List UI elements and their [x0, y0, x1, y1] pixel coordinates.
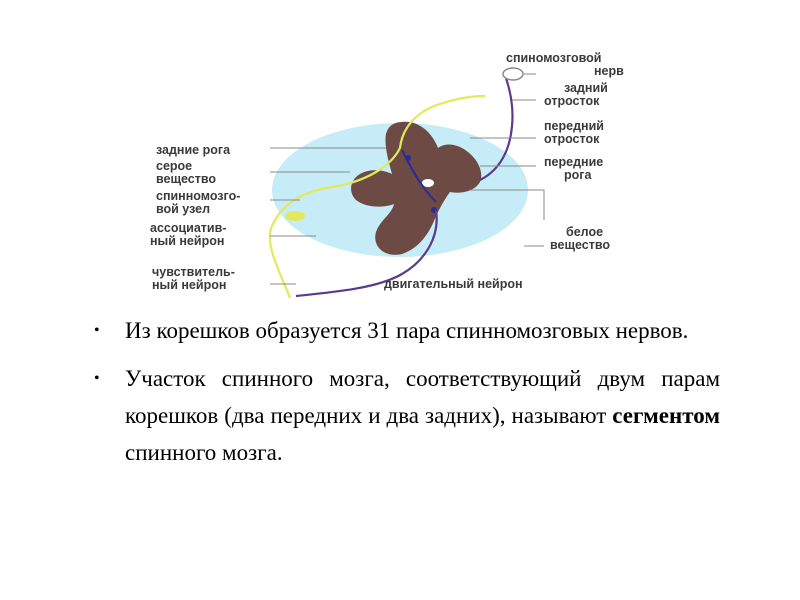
label-white-matter-line1: белое [566, 225, 604, 239]
label-posterior-horns [156, 144, 230, 157]
label-anterior-horns [544, 156, 603, 182]
label-anterior-horns-line2: рога [564, 168, 592, 182]
label-anterior-process-line2: отросток [544, 132, 600, 146]
bullet-list [92, 312, 720, 482]
spinal-cord-diagram [140, 40, 660, 310]
label-gray-matter [156, 160, 216, 186]
label-white-matter [550, 226, 610, 252]
associative-neuron-node [405, 155, 411, 161]
label-sensory-neuron-line1: чувствитель- [152, 265, 235, 279]
label-motor-neuron [384, 278, 523, 291]
label-associative-neuron-line2: ный нейрон [150, 234, 225, 248]
label-gray-matter-line2: вещество [156, 172, 217, 186]
bullet-text: Из корешков образуется 31 пара спинномозговых нервов. [125, 318, 689, 343]
label-anterior-process-line1: передний [544, 119, 604, 133]
label-white-matter-line2: вещество [550, 238, 611, 252]
bullet-text-bold: сегментом [612, 403, 720, 428]
label-posterior-horns-line1: задние рога [156, 143, 231, 157]
bullet-marker: • [94, 322, 100, 339]
bullet-text-before: Участок спинного мозга, соответствующий двум парам корешков (два передних и два задних), называют [125, 366, 720, 428]
label-posterior-process-line2: отросток [544, 94, 600, 108]
label-posterior-process [544, 82, 608, 108]
label-spinal-nerve-line1: спиномозговой [506, 51, 602, 65]
label-spinal-ganglion [156, 190, 240, 216]
label-posterior-process-line1: задний [564, 81, 608, 95]
spinal-ganglion-node [285, 211, 305, 221]
bullet-marker: • [94, 370, 100, 387]
label-spinal-nerve-line2: нерв [594, 64, 624, 78]
label-spinal-ganglion-line2: вой узел [156, 202, 211, 216]
label-motor-neuron-line1: двигательный нейрон [384, 277, 523, 291]
label-gray-matter-line1: серое [156, 159, 193, 173]
bullet-text-after: спинного мозга. [125, 440, 283, 465]
bullet-item [92, 360, 720, 471]
label-associative-neuron-line1: ассоциатив- [150, 221, 227, 235]
label-spinal-nerve [506, 52, 624, 78]
bullet-item [92, 312, 720, 349]
label-anterior-process [544, 120, 604, 146]
central-canal [422, 179, 434, 187]
label-anterior-horns-line1: передние [544, 155, 604, 169]
label-sensory-neuron [152, 266, 235, 292]
label-sensory-neuron-line2: ный нейрон [152, 278, 227, 292]
label-associative-neuron [150, 222, 226, 248]
label-spinal-ganglion-line1: спинномозго- [156, 189, 241, 203]
